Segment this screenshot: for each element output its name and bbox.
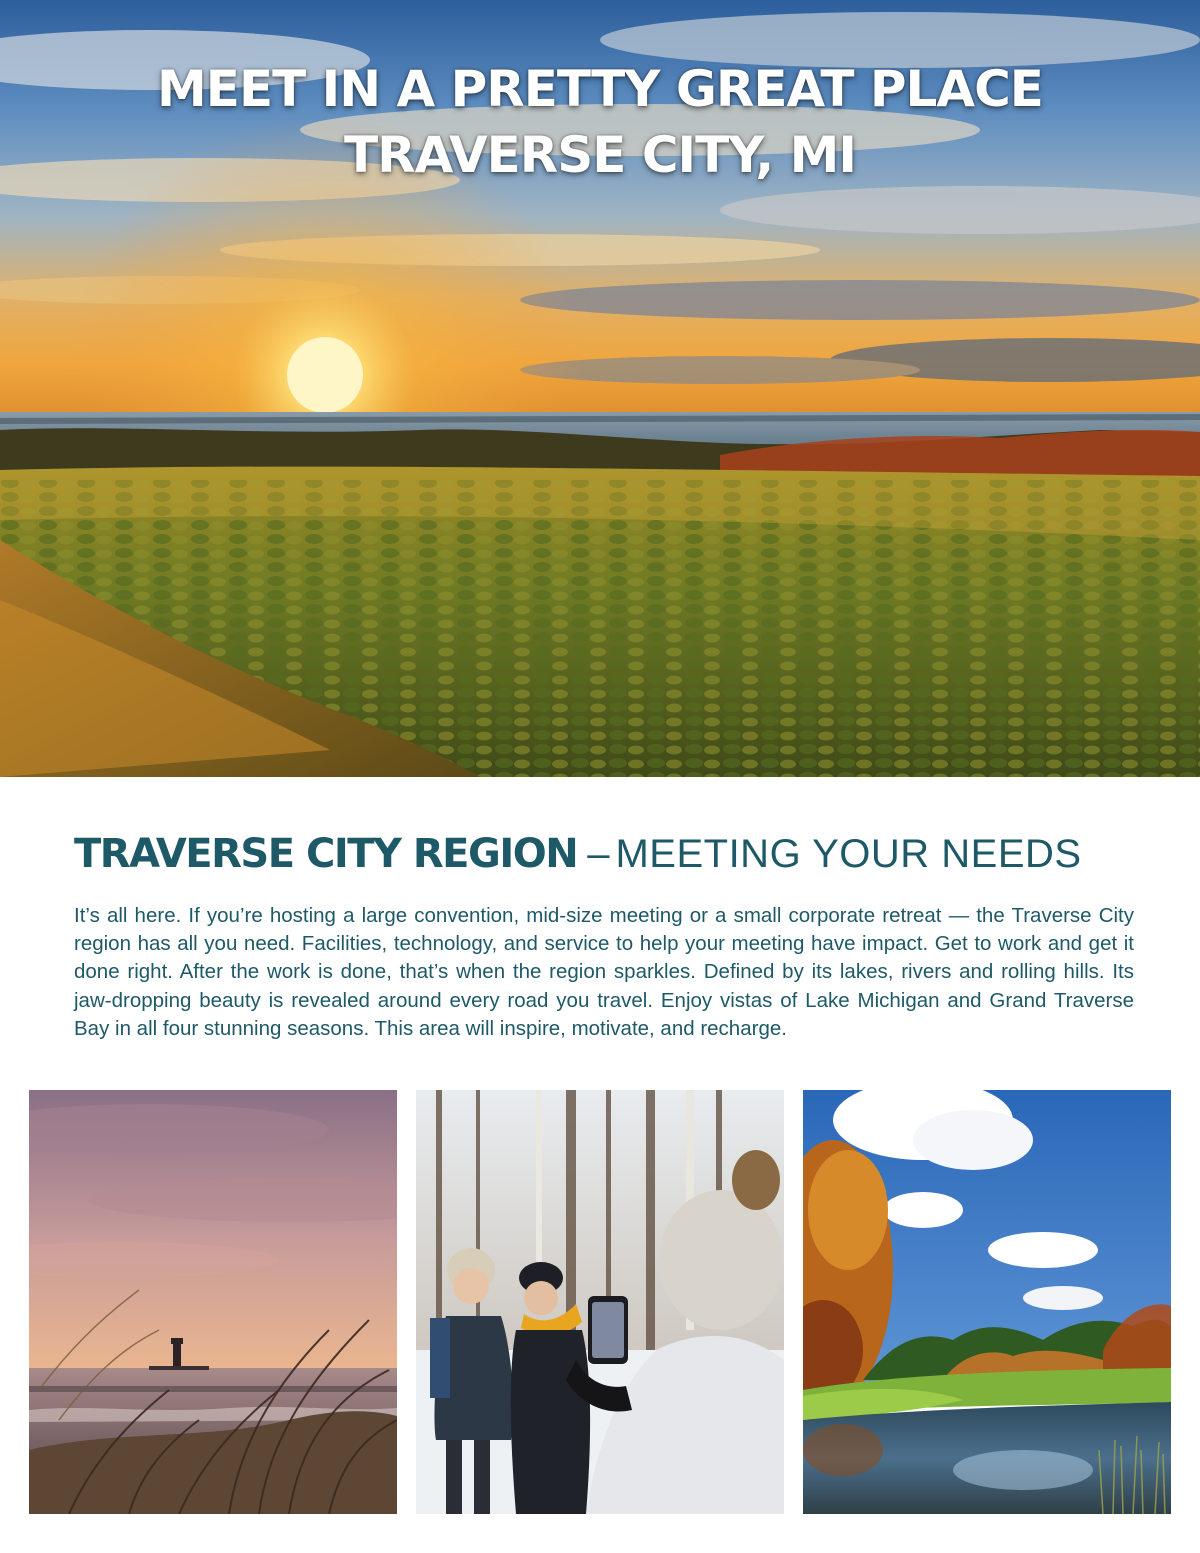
winter-friends-image — [416, 1090, 784, 1514]
autumn-golf-course-image — [803, 1090, 1171, 1514]
photo-lighthouse-sunset — [29, 1090, 397, 1514]
section-heading-bold: TRAVERSE CITY REGION — [74, 831, 578, 877]
intro-paragraph: It’s all here. If you’re hosting a large convention, mid-size meeting or a small corporate retreat — the Traverse City region has all you need. Facilities, technology, and service to help your meeting have impact. Get to work and get it done right. After the work is done, that’s when the region sparkles. Defined by its lakes, rivers and rolling hills. Its jaw-dropping beauty is revealed around every road you travel. Enjoy vistas of Lake Michigan and Grand Traverse Bay in all four stunning seasons. This area will inspire, motivate, and recharge. — [74, 904, 1134, 1040]
photo-winter-friends — [416, 1090, 784, 1514]
section-heading-light: MEETING YOUR NEEDS — [615, 832, 1082, 876]
hero-title-line-2: TRAVERSE CITY, MI — [344, 126, 856, 184]
intro-section — [74, 826, 1134, 1043]
hero-title-line-1: MEET IN A PRETTY GREAT PLACE — [157, 60, 1043, 118]
photo-autumn-golf-course — [803, 1090, 1171, 1514]
section-heading-dash: – — [587, 832, 610, 876]
hero-title — [0, 56, 1200, 188]
lighthouse-sunset-image — [29, 1090, 397, 1514]
section-heading — [74, 826, 1134, 882]
